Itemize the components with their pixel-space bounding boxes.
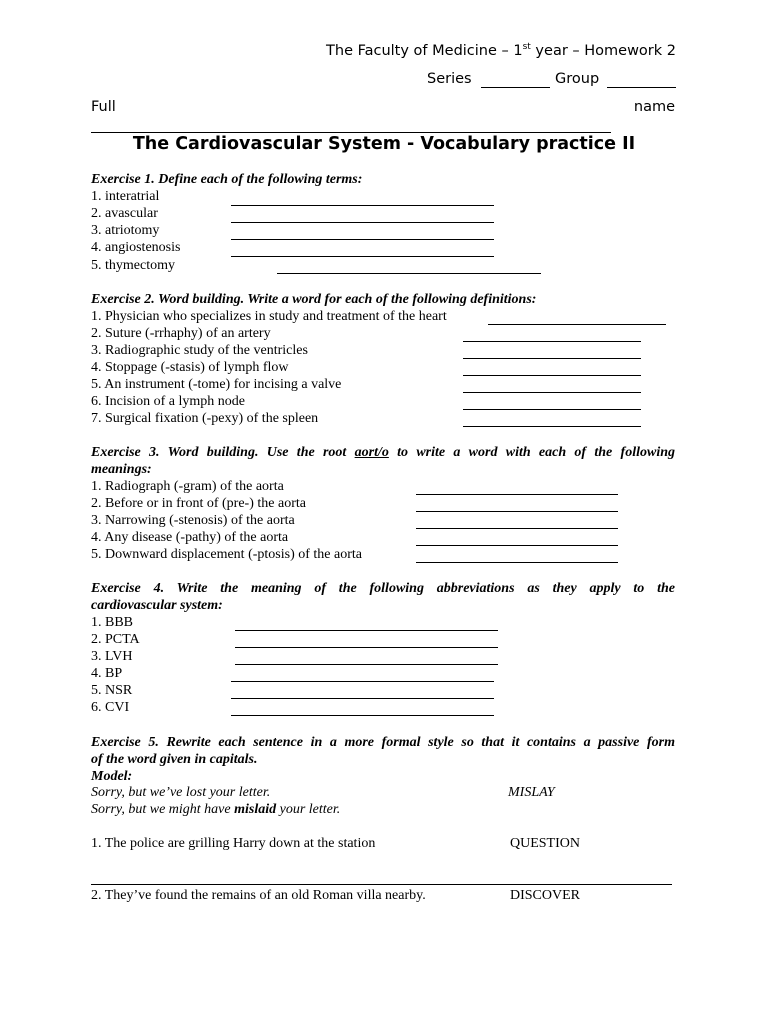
exercise-5-heading-line2: of the word given in capitals.	[91, 752, 258, 767]
faculty-sup: st	[522, 42, 531, 53]
ex2-item: 3. Radiographic study of the ventricles	[91, 343, 308, 358]
ex5-sentence: 1. The police are grilling Harry down at the station	[91, 836, 376, 851]
ex3-heading-after: to write a word with each of the following	[397, 445, 676, 460]
ex2-item: 2. Suture (-rrhaphy) of an artery	[91, 326, 271, 341]
ex4-answer-blank[interactable]	[235, 664, 498, 665]
exercise-1-heading: Exercise 1. Define each of the following terms:	[91, 172, 363, 187]
ex3-answer-blank[interactable]	[416, 511, 618, 512]
ex4-item: 1. BBB	[91, 615, 134, 630]
series-label: Series	[427, 71, 472, 87]
series-blank[interactable]	[481, 87, 550, 88]
ex2-answer-blank[interactable]	[463, 358, 641, 359]
ex4-answer-blank[interactable]	[231, 715, 494, 716]
ex2-answer-blank[interactable]	[488, 324, 666, 325]
ex2-answer-blank[interactable]	[463, 426, 641, 427]
ex1-answer-blank[interactable]	[231, 222, 494, 223]
ex2-item: 6. Incision of a lymph node	[91, 394, 245, 409]
ex1-item: 4. angiostenosis	[91, 240, 181, 255]
ex2-item: 7. Surgical fixation (-pexy) of the spleen	[91, 411, 319, 426]
ex3-answer-blank[interactable]	[416, 545, 618, 546]
ex5-sentence: 2. They’ve found the remains of an old Roman villa nearby.	[91, 888, 426, 903]
ex1-answer-blank[interactable]	[231, 205, 494, 206]
ex4-item: 2. PCTA	[91, 632, 140, 647]
ex1-item: 5. thymectomy	[91, 258, 175, 273]
ex4-answer-blank[interactable]	[231, 681, 494, 682]
group-blank[interactable]	[607, 87, 676, 88]
ex4-item: 3. LVH	[91, 649, 133, 664]
model-answer-after: your letter.	[279, 802, 341, 817]
exercise-4-heading-line2: cardiovascular system:	[91, 598, 223, 613]
ex1-answer-blank[interactable]	[277, 273, 541, 274]
ex3-answer-blank[interactable]	[416, 494, 618, 495]
ex2-item: 5. An instrument (-tome) for incising a valve	[91, 377, 342, 392]
ex1-answer-blank[interactable]	[231, 239, 494, 240]
ex2-answer-blank[interactable]	[463, 341, 641, 342]
ex3-answer-blank[interactable]	[416, 562, 618, 563]
faculty-suffix: year – Homework 2	[530, 43, 676, 59]
model-word: MISLAY	[508, 785, 555, 800]
model-answer	[91, 802, 340, 818]
ex4-answer-blank[interactable]	[235, 647, 498, 648]
ex3-heading-before: Exercise 3. Word building. Use the root	[91, 445, 347, 460]
worksheet-title: The Cardiovascular System - Vocabulary practice II	[132, 134, 636, 154]
full-label: Full	[91, 99, 116, 115]
model-answer-before: Sorry, but we might have	[91, 802, 231, 817]
ex2-answer-blank[interactable]	[463, 392, 641, 393]
name-label: name	[633, 99, 675, 115]
ex2-answer-blank[interactable]	[463, 409, 641, 410]
ex2-item: 4. Stoppage (-stasis) of lymph flow	[91, 360, 289, 375]
ex1-item: 1. interatrial	[91, 189, 160, 204]
exercise-3-heading-line2: meanings:	[91, 462, 152, 477]
model-label: Model:	[91, 769, 133, 784]
ex3-item: 4. Any disease (-pathy) of the aorta	[91, 530, 289, 545]
ex4-item: 4. BP	[91, 666, 123, 681]
ex4-answer-blank[interactable]	[235, 630, 498, 631]
group-label: Group	[555, 71, 600, 87]
ex3-item: 1. Radiograph (-gram) of the aorta	[91, 479, 284, 494]
ex3-item: 5. Downward displacement (-ptosis) of the aorta	[91, 547, 362, 562]
ex3-item: 3. Narrowing (-stenosis) of the aorta	[91, 513, 295, 528]
ex4-item: 5. NSR	[91, 683, 133, 698]
ex2-item: 1. Physician who specializes in study and treatment of the heart	[91, 309, 447, 324]
exercise-3-heading	[91, 445, 675, 461]
full-name-blank[interactable]	[91, 132, 611, 133]
ex3-heading-root: aort/o	[354, 445, 389, 460]
exercise-2-heading: Exercise 2. Word building. Write a word for each of the following definitions:	[91, 292, 537, 307]
model-answer-bold: mislaid	[234, 802, 277, 817]
faculty-prefix: The Faculty of Medicine – 1	[326, 43, 523, 59]
ex4-item: 6. CVI	[91, 700, 130, 715]
ex3-item: 2. Before or in front of (pre-) the aorta	[91, 496, 306, 511]
ex5-answer-blank[interactable]	[91, 884, 672, 885]
ex1-item: 3. atriotomy	[91, 223, 160, 238]
ex4-answer-blank[interactable]	[231, 698, 494, 699]
ex5-word: DISCOVER	[510, 888, 581, 903]
ex2-answer-blank[interactable]	[463, 375, 641, 376]
faculty-header	[326, 43, 676, 59]
ex1-item: 2. avascular	[91, 206, 158, 221]
exercise-5-heading: Exercise 5. Rewrite each sentence in a more formal style so that it contains a passive form	[91, 735, 675, 750]
ex3-answer-blank[interactable]	[416, 528, 618, 529]
ex1-answer-blank[interactable]	[231, 256, 494, 257]
ex5-word: QUESTION	[510, 836, 580, 851]
model-sentence: Sorry, but we’ve lost your letter.	[91, 785, 271, 800]
exercise-4-heading: Exercise 4. Write the meaning of the following abbreviations as they apply to the	[91, 581, 675, 596]
